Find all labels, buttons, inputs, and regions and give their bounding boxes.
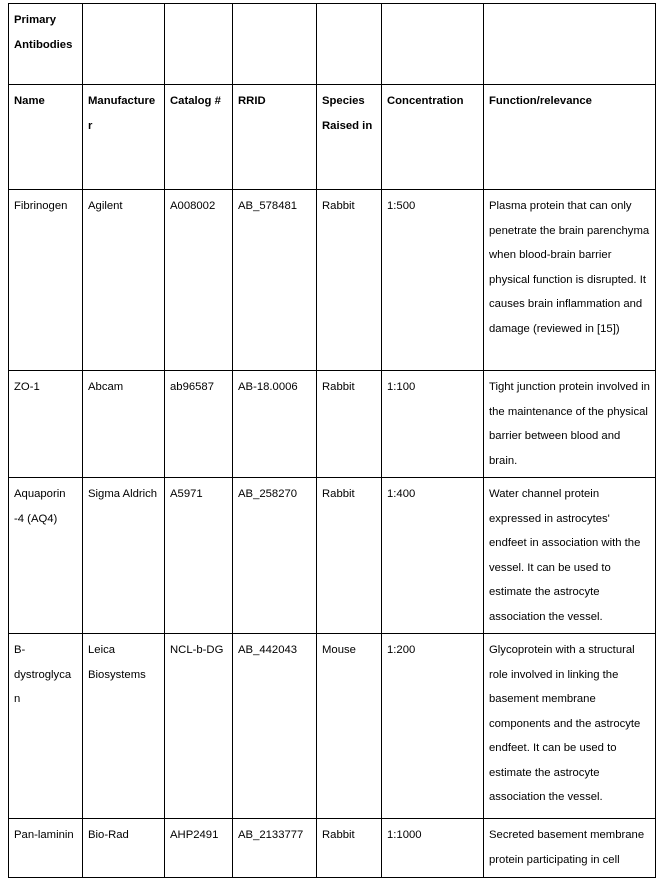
table-header-row [9,85,656,190]
cell-manufacturer: Sigma Aldrich [83,478,165,634]
cell-function: Secreted basement membrane protein participating in cell [484,819,656,878]
cell-function: Water channel protein expressed in astrocytes' endfeet in association with the vessel. It can be used to estimate the astrocyte association the vessel. [484,478,656,634]
cell-concentration: 1:200 [382,634,484,819]
cell-concentration: 1:400 [382,478,484,634]
cell-rrid: AB_2133777 [233,819,317,878]
cell-species: Rabbit [317,819,382,878]
table-row [9,478,656,634]
cell-name: B-dystroglycan [9,634,83,819]
title-row-empty-cell-6 [484,4,656,85]
column-header-catalog: Catalog # [165,85,233,190]
title-row-empty-cell-3 [233,4,317,85]
cell-catalog: A5971 [165,478,233,634]
cell-name: Pan-laminin [9,819,83,878]
cell-manufacturer: Agilent [83,190,165,371]
primary-antibodies-table [8,3,656,878]
cell-name: Aquaporin -4 (AQ4) [9,478,83,634]
table-row [9,371,656,478]
cell-rrid: AB_258270 [233,478,317,634]
cell-name: ZO-1 [9,371,83,478]
cell-species: Rabbit [317,478,382,634]
cell-manufacturer: Abcam [83,371,165,478]
cell-rrid: AB_578481 [233,190,317,371]
column-header-rrid: RRID [233,85,317,190]
title-row-empty-cell-5 [382,4,484,85]
cell-function: Glycoprotein with a structural role involved in linking the basement membrane components and the astrocyte endfeet. It can be used to estimate the astrocyte association the vessel. [484,634,656,819]
cell-catalog: NCL-b-DG [165,634,233,819]
cell-species: Mouse [317,634,382,819]
cell-manufacturer: Leica Biosystems [83,634,165,819]
cell-concentration: 1:100 [382,371,484,478]
cell-species: Rabbit [317,190,382,371]
cell-catalog: A008002 [165,190,233,371]
cell-species: Rabbit [317,371,382,478]
title-row-empty-cell-4 [317,4,382,85]
table-row [9,634,656,819]
column-header-function-relevance: Function/relevance [484,85,656,190]
cell-function: Plasma protein that can only penetrate the brain parenchyma when blood-brain barrier physical function is disrupted. It causes brain inflammation and damage (reviewed in [15]) [484,190,656,371]
column-header-name: Name [9,85,83,190]
cell-name: Fibrinogen [9,190,83,371]
cell-manufacturer: Bio-Rad [83,819,165,878]
cell-catalog: ab96587 [165,371,233,478]
cell-function: Tight junction protein involved in the maintenance of the physical barrier between blood and brain. [484,371,656,478]
table-row [9,190,656,371]
table-row [9,819,656,878]
table-title-row [9,4,656,85]
cell-concentration: 1:500 [382,190,484,371]
title-row-empty-cell-1 [83,4,165,85]
column-header-manufacturer: Manufacturer [83,85,165,190]
column-header-concentration: Concentration [382,85,484,190]
title-row-empty-cell-2 [165,4,233,85]
cell-rrid: AB-18.0006 [233,371,317,478]
cell-catalog: AHP2491 [165,819,233,878]
column-header-species-raised-in: Species Raised in [317,85,382,190]
table-title-cell: Primary Antibodies [9,4,83,85]
cell-rrid: AB_442043 [233,634,317,819]
cell-concentration: 1:1000 [382,819,484,878]
